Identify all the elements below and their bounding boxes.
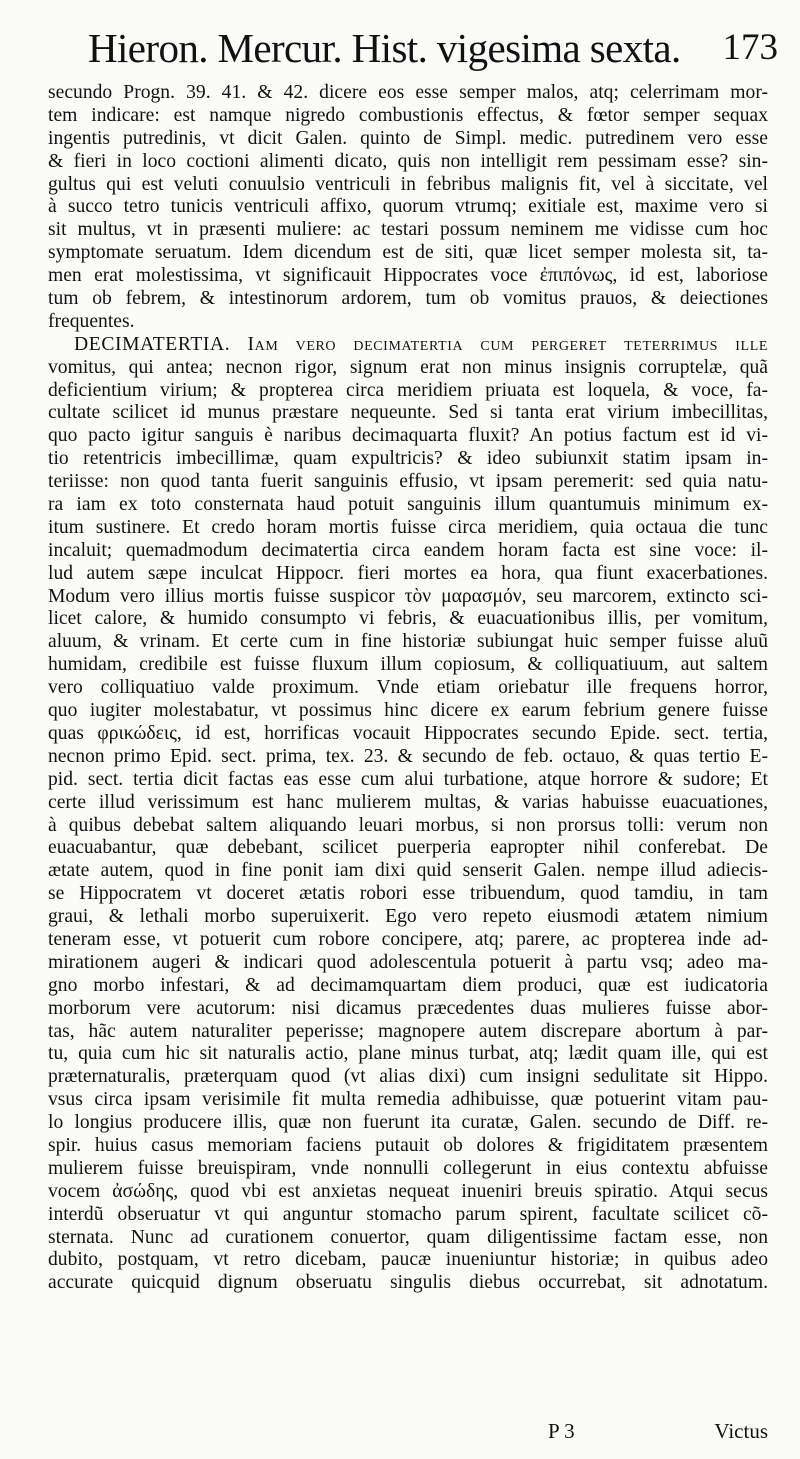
text-line: mirationem augeri & indicari quod adolescentula potuerit à partu vsq; adeo ma-	[48, 951, 768, 973]
text-line: aluum, & vrinam. Et certe cum in fine historiæ subiungat huic semper fuisse aluũ	[48, 631, 768, 653]
text-line: præternaturalis, præterquam quod (vt alias dixi) cum insigni sedulitate sit Hippo.	[48, 1066, 768, 1088]
text-line: euacuabantur, quæ debebant, scilicet puerperia eapropter nihil conferebat. De	[48, 837, 768, 859]
body-text	[48, 82, 768, 1295]
text-line: ra iam ex toto consternata haud potuit sanguinis illum quantumuis minimum ex-	[48, 494, 768, 516]
text-line: & fieri in loco coctioni alimenti dicato, quis non intelligit rem pessimam esse? sin-	[48, 150, 768, 172]
text-line: quo pacto igitur sanguis è naribus decimaquarta fluxit? An potius factum est id vi-	[48, 425, 768, 447]
page-header	[88, 22, 778, 78]
text-line: itum sustinere. Et credo horam mortis fuisse circa meridiem, quia octaua die tunc	[48, 516, 768, 538]
text-line: gno morbo infestari, & ad decimamquartam diem produci, quæ est iudicatoria	[48, 974, 768, 996]
text-line: frequentes.	[48, 310, 135, 332]
text-line: tio retentricis imbecillimæ, quam expultricis? & ideo subiunxit statim ipsam in-	[48, 448, 768, 470]
text-line: gultus qui est veluti conuulsio ventriculi in febribus malignis fit, vel à siccitate, vel	[48, 173, 768, 195]
text-line: deficientium virium; & propterea circa meridiem priuata est loquela, & voce, fa-	[48, 379, 768, 401]
text-line: tas, hãc autem naturaliter peperisse; magnopere autem discrepare abortum à par-	[48, 1020, 768, 1042]
text-line: accurate quicquid dignum obseruatu singulis diebus occurrebat, sit adnotatum.	[48, 1272, 768, 1294]
text-line: certe illud verissimum est hanc mulierem multas, & varias habuisse euacuationes,	[48, 791, 768, 813]
text-line: quas φρικώδεις, id est, horrificas vocauit Hippocrates secundo Epide. sect. tertia,	[48, 722, 768, 744]
text-line: humidam, credibile est fuisse fluxum illum copiosum, & colliquatiuum, aut saltem	[48, 654, 768, 676]
text-line: tem indicare: est namque nigredo combustionis effectus, & fœtor semper sequax	[48, 104, 768, 126]
page-footer	[548, 1418, 768, 1444]
section-heading-line: DECIMATERTIA. Iam vero decimatertia cum pergeret teterrimus ille	[74, 333, 768, 355]
text-line: symptomate seruatum. Idem dicendum est de siti, quæ licet semper molesta sit, ta-	[48, 242, 768, 264]
signature-mark: P 3	[548, 1419, 575, 1443]
text-line: sit multus, vt in præsenti muliere: ac testari possum neminem me vidisse cum hoc	[48, 219, 768, 241]
text-line: licet calore, & humido consumpto vi febris, & euacuationibus illis, per vomitum,	[48, 608, 768, 630]
text-line: à succo tetro tunicis ventriculi affixo, quorum vtrumq; exitiale est, maxime vero si	[48, 196, 768, 218]
text-line: lo longius producere illis, quæ non fuerunt ita curatæ, Galen. secundo de Diff. re-	[48, 1112, 768, 1134]
text-line: Modum vero illius mortis fuisse suspicor τὸν μαρασμόν, seu marcorem, extincto sci-	[48, 585, 768, 607]
text-line: se Hippocratem vt doceret ætatis robori esse tribuendum, quod tamdiu, in tam	[48, 883, 768, 905]
running-head: Hieron. Mercur. Hist. vigesima sexta.	[88, 25, 681, 71]
text-line: tum ob febrem, & intestinorum ardorem, tum ob vomitus prauos, & deiectiones	[48, 288, 768, 310]
text-line: necnon primo Epid. sect. prima, tex. 23. & secundo de feb. octauo, & quas tertio E-	[48, 745, 768, 767]
catchword: Victus	[714, 1419, 768, 1443]
text-line: mulierem fuisse breuispiram, vnde nonnulli collegerunt in eius contextu abfuisse	[48, 1157, 768, 1179]
text-line: men erat molestissima, vt significauit Hippocrates voce ἐπιπόνως, id est, laboriose	[48, 265, 768, 287]
text-line: tu, quia cum hic sit naturalis actio, plane minus turbat, atq; lædit quam ille, qui est	[48, 1043, 768, 1065]
text-line: ætate autem, quod in fine ponit iam dixi quid senserit Galen. nempe illud adiecis-	[48, 860, 768, 882]
text-line: vsus circa ipsam verisimile fit multa remedia adhibuisse, quæ potuerint vitam pau-	[48, 1089, 768, 1111]
text-line: incaluit; quemadmodum decimatertia circa eandem horam facta est sine voce: il-	[48, 539, 768, 561]
text-line: secundo Progn. 39. 41. & 42. dicere eos esse semper malos, atq; celerrimam mor-	[48, 82, 768, 103]
text-line: à quibus debebat saltem aliquando leuari morbus, si non prorsus tolli: verum non	[48, 814, 768, 836]
text-line: teneram esse, vt potuerit cum robore concipere, atq; parere, ac propterea inde ad-	[48, 928, 768, 950]
text-line: sternata. Nunc ad curationem conuertor, quam diligentissime factam esse, non	[48, 1226, 768, 1248]
text-line: interdũ obseruatur vt qui anguntur stomacho parum spirent, facultate scilicet cõ-	[48, 1203, 768, 1225]
page-number: 173	[722, 27, 778, 68]
text-line: quo iugiter molestabatur, vt possimus hinc dicere ex earum febrium genere fuisse	[48, 700, 768, 722]
text-line: morborum vere acutorum: nisi dicamus præcedentes duas mulieres fuisse abor-	[48, 997, 768, 1019]
text-line: vero colliquatiuo valde proximum. Vnde etiam oriebatur ille frequens horror,	[48, 677, 768, 699]
text-line: pid. sect. tertia dicit factas eas esse cum alui turbatione, atque horrore & sudore; Et	[48, 768, 768, 790]
text-line: ingentis putredinis, vt dicit Galen. quinto de Simpl. medic. putredinem vero esse	[48, 127, 768, 149]
text-line: lud autem sæpe inculcat Hippocr. fieri mortes ea hora, qua fiunt exacerbationes.	[48, 562, 768, 584]
text-line: graui, & lethali morbo superuixerit. Ego vero repeto eiusmodi ætatem nimium	[48, 906, 768, 928]
text-line: vomitus, qui antea; necnon rigor, signum erat non minus insignis corruptelæ, quã	[48, 356, 768, 378]
text-line: teriisse: non quod tanta fuerit sanguinis effusio, vt ipsam peremerit: sed quia natu-	[48, 471, 768, 493]
text-line: dubito, postquam, vt retro dicebam, paucæ inueniuntur historiæ; in quibus adeo	[48, 1249, 768, 1271]
text-line: cultate scilicet id munus præstare nequeunte. Sed si tanta erat virium imbecillitas,	[48, 402, 768, 424]
text-line: spir. huius casus memoriam faciens putauit ob dolores & frigiditatem præsentem	[48, 1134, 768, 1156]
text-line: vocem ἀσώδης, quod vbi est anxietas nequeat inueniri breuis spiratio. Atqui secus	[48, 1180, 768, 1202]
